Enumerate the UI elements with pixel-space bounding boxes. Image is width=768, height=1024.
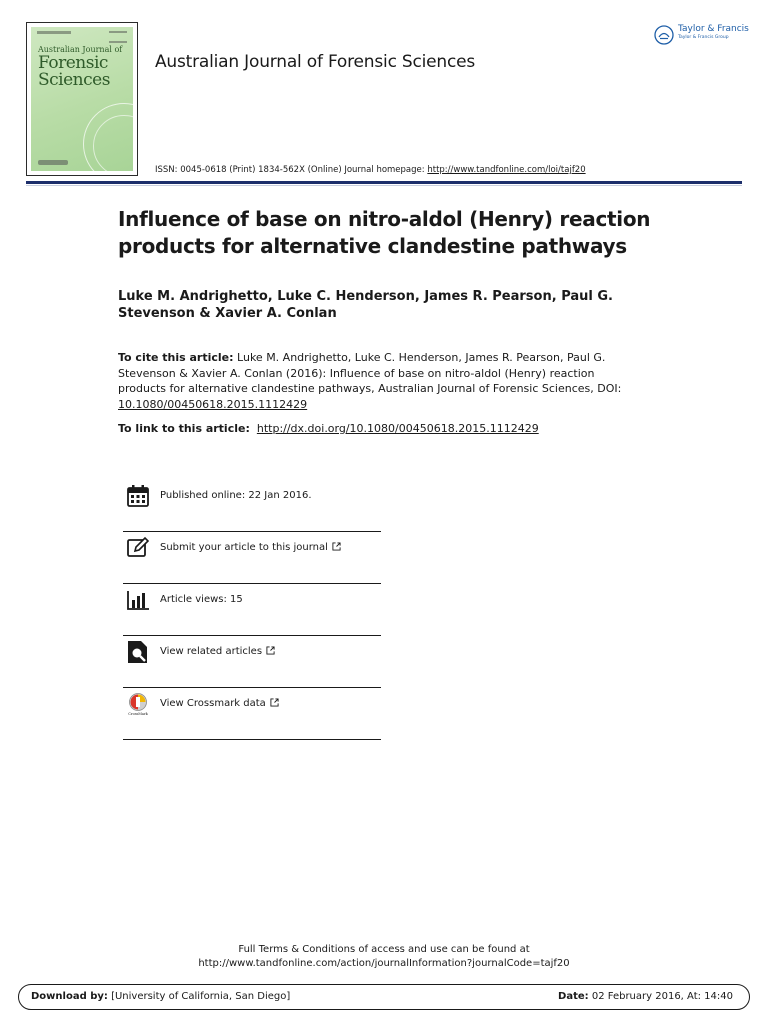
link-label: To link to this article: — [118, 422, 250, 435]
article-title-line1: Influence of base on nitro-aldol (Henry) reaction — [118, 207, 651, 231]
publisher-group: Taylor & Francis Group — [678, 35, 729, 40]
cover-barcode-mark — [109, 31, 127, 43]
issn-line — [155, 165, 586, 175]
download-date-label: Date: — [558, 991, 589, 1002]
journal-name: Australian Journal of Forensic Sciences — [155, 52, 476, 72]
download-by — [31, 991, 290, 1002]
cover-publisher-logo — [38, 160, 68, 165]
submit-article-link[interactable] — [160, 542, 341, 553]
journal-cover-image — [26, 22, 138, 176]
article-title-line2: products for alternative clandestine pathways — [118, 234, 627, 258]
article-doi-link[interactable]: http://dx.doi.org/10.1080/00450618.2015.1112429 — [256, 422, 539, 435]
download-date — [558, 991, 733, 1002]
article-info-list — [123, 480, 381, 740]
cover-issn-mark — [37, 31, 71, 34]
journal-homepage-link[interactable]: http://www.tandfonline.com/loi/tajf20 — [427, 165, 586, 175]
related-articles-label: View related articles — [160, 646, 263, 657]
crossmark-logo-text: CrossMark — [128, 712, 148, 716]
download-by-value: [University of California, San Diego] — [107, 991, 291, 1002]
cite-line2: Stevenson & Xavier A. Conlan (2016): Influence of base on nitro-aldol (Henry) reaction — [118, 366, 595, 380]
cover-title-line2: Sciences — [38, 70, 110, 90]
article-title — [118, 206, 678, 260]
terms-line1: Full Terms & Conditions of access and use can be found at — [238, 944, 530, 955]
calendar-icon — [127, 484, 149, 508]
external-link-icon — [270, 698, 279, 707]
cite-line1: Luke M. Andrighetto, Luke C. Henderson, James R. Pearson, Paul G. — [233, 351, 606, 364]
cover-title-small: Australian Journal of — [38, 45, 123, 54]
info-row-published — [123, 480, 381, 532]
download-by-label: Download by: — [31, 991, 108, 1002]
bar-chart-icon — [127, 588, 149, 612]
download-date-value: 02 February 2016, At: 14:40 — [588, 991, 733, 1002]
article-authors — [118, 288, 678, 322]
crossmark-data-link[interactable] — [160, 698, 279, 709]
edit-icon — [127, 536, 149, 560]
external-link-icon — [266, 646, 275, 655]
download-info-bar — [18, 984, 750, 1010]
cover-artwork — [31, 27, 133, 171]
crossmark-icon — [127, 692, 149, 716]
header-divider-thin — [26, 185, 742, 186]
publisher-name: Taylor & Francis — [678, 24, 749, 34]
citation-block — [118, 350, 638, 412]
cite-line3: products for alternative clandestine pathways, Australian Journal of Forensic Sciences, DOI: — [118, 382, 622, 395]
terms-and-conditions — [0, 943, 768, 971]
issn-text: ISSN: 0045-0618 (Print) 1834-562X (Online) Journal homepage: — [155, 165, 428, 175]
cover-title-big — [38, 55, 110, 89]
crossmark-label: View Crossmark data — [160, 698, 266, 709]
publisher-logo[interactable] — [654, 22, 750, 48]
search-document-icon — [127, 640, 149, 664]
authors-line2: Stevenson & Xavier A. Conlan — [118, 306, 337, 321]
cite-doi-link[interactable]: 10.1080/00450618.2015.1112429 — [118, 397, 308, 411]
header-divider — [26, 181, 742, 184]
info-row-submit[interactable] — [123, 532, 381, 584]
published-online-text: Published online: 22 Jan 2016. — [160, 490, 312, 501]
publisher-logo-icon — [654, 25, 674, 45]
article-views-text: Article views: 15 — [160, 594, 243, 605]
info-row-crossmark[interactable] — [123, 688, 381, 740]
submit-article-label: Submit your article to this journal — [160, 542, 328, 553]
info-row-views — [123, 584, 381, 636]
cite-label: To cite this article: — [118, 351, 234, 364]
external-link-icon — [332, 542, 341, 551]
terms-url[interactable]: http://www.tandfonline.com/action/journalInformation?journalCode=tajf20 — [198, 958, 570, 969]
authors-line1: Luke M. Andrighetto, Luke C. Henderson, James R. Pearson, Paul G. — [118, 289, 613, 304]
article-link-block — [118, 421, 678, 436]
related-articles-link[interactable] — [160, 646, 275, 657]
info-row-related[interactable] — [123, 636, 381, 688]
cover-title-line1: Forensic — [38, 53, 108, 73]
